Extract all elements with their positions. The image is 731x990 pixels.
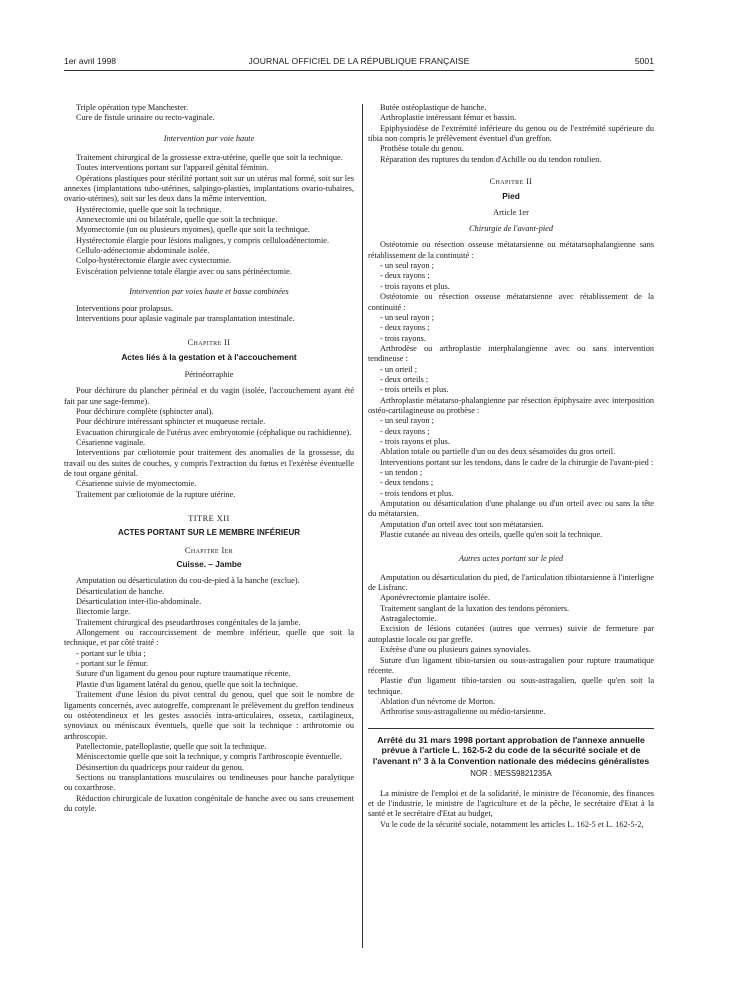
paragraph: Traitement chirurgical des pseudarthroses congénitales de la jambe. — [76, 617, 301, 627]
paragraph: Réduction chirurgicale de luxation congénitale de hanche avec ou sans creusement du cotyle. — [64, 793, 354, 813]
header-journal-title: JOURNAL OFFICIEL DE LA RÉPUBLIQUE FRANÇAISE — [248, 56, 470, 66]
paragraph: Vu le code de la sécurité sociale, notamment les articles L. 162-5 et L. 162-5-2, — [380, 819, 644, 829]
paragraph: Arthroplastie intéressant fémur et bassin. — [380, 113, 517, 123]
paragraph: Excision de lésions cutanées (autres que verrues) suivie de fermeture par autoplastie locale ou par greffe. — [368, 624, 654, 644]
paragraph: Hystérectomie élargie pour lésions malignes, y compris celluloadénectomie. — [76, 235, 330, 245]
title-heading: TITRE XII — [188, 514, 230, 523]
paragraph: Amputation d'un orteil avec tout son métatarsien. — [380, 519, 544, 529]
paragraph: Exérèse d'une ou plusieurs gaines synoviales. — [380, 645, 531, 655]
chapter-title: Actes liés à la gestation et à l'accouchement — [121, 351, 297, 362]
list-item: - deux rayons ; — [380, 323, 430, 333]
list-item: - trois rayons. — [380, 333, 426, 343]
subsection-heading: Périnéorraphie — [184, 369, 234, 379]
paragraph: Plastie cutanée au niveau des orteils, quelle qu'en soit la technique. — [380, 530, 603, 540]
paragraph: Arthroplastie métatarso-phalangienne par résection épiphysaire avec interposition ostéo-cartilagineuse ou prothèse : — [368, 395, 654, 415]
section-separator — [368, 728, 654, 729]
paragraph: Plastie d'un ligament tibio-tarsien ou sous-astragalien, quelle qu'en soit la technique. — [368, 676, 654, 696]
list-item: - portant sur le tibia ; — [76, 648, 146, 658]
paragraph: Opérations plastiques pour stérilité portant soit sur un utérus mal formé, soit sur les annexes (implantations tubo-utérines, salpingo-plasties, implantations ovario-tubaires, ovario-utérines), soit sur les deux dans la même intervention. — [64, 173, 354, 204]
page-header — [64, 56, 654, 70]
left-column — [64, 103, 354, 814]
header-date: 1er avril 1998 — [64, 56, 117, 66]
right-column — [368, 103, 654, 830]
paragraph: Arthrorise sous-astragalienne ou médio-tarsienne. — [380, 707, 546, 717]
list-item: - trois tendons et plus. — [380, 488, 454, 498]
paragraph: Amputation ou désarticulation du cou-de-pied à la hanche (exclue). — [76, 576, 300, 586]
paragraph: Plastie d'un ligament latéral du genou, quelle que soit la technique. — [76, 679, 298, 689]
section-heading: Pied — [502, 191, 520, 202]
paragraph: Allongement ou raccourcissement de membre inférieur, quelle que soit la technique, et par côté traité : — [64, 628, 354, 648]
list-item: - deux rayons ; — [380, 271, 430, 281]
list-item: - deux tendons ; — [380, 478, 434, 488]
subsection-heading: Autres actes portant sur le pied — [458, 554, 564, 564]
paragraph: Triple opération type Manchester. — [76, 103, 189, 112]
list-item: - deux orteils ; — [380, 374, 429, 384]
paragraph: Eviscération pelvienne totale élargie avec ou sans périnéectomie. — [76, 266, 292, 276]
paragraph: Interventions portant sur les tendons, dans le cadre de la chirurgie de l'avant-pied : — [380, 457, 654, 467]
list-item: - un seul rayon ; — [380, 261, 434, 271]
subsection-heading: Intervention par voie haute — [163, 133, 255, 143]
paragraph: Hystérectomie, quelle que soit la technique. — [76, 204, 222, 214]
article-heading: Article 1er — [493, 207, 529, 217]
paragraph: Pour déchirure complète (sphincter anal). — [76, 406, 214, 416]
paragraph: Amputation ou désarticulation du pied, de l'articulation tibiotarsienne à l'interligne de Lisfranc. — [368, 572, 654, 593]
chapter-label: Chapitre II — [187, 338, 231, 348]
paragraph: Interventions pour aplasie vaginale par transplantation intestinale. — [76, 313, 295, 323]
paragraph: Ostéotomie ou résection osseuse métatarsienne ou métatarsophalangienne sans rétablissement de la continuité : — [368, 240, 654, 260]
chapter-label: Chapitre Ier — [184, 545, 234, 555]
paragraph: Aponévrectomie plantaire isolée. — [380, 593, 490, 603]
paragraph: Sections ou transplantations musculaires ou tendineuses pour hanche paralytique ou coxarthrose. — [64, 772, 354, 793]
title-subheading: ACTES PORTANT SUR LE MEMBRE INFÉRIEUR — [117, 528, 301, 538]
list-item: - deux rayons ; — [380, 426, 430, 436]
arrete-title: Arrêté du 31 mars 1998 portant approbation de l'annexe annuelle prévue à l'article L. 162-5-2 du code de la sécurité sociale et de l'avenant n° 3 à la Convention nationale des médecins généralistes — [372, 734, 650, 766]
list-item: - portant sur le fémur. — [76, 659, 149, 669]
paragraph: Désinsertion du quadriceps pour raideur du genou. — [76, 762, 244, 772]
header-rule — [64, 70, 654, 71]
paragraph: Annexectomie uni ou bilatérale, quelle que soit la technique. — [76, 215, 278, 225]
section-heading: Cuisse. – Jambe — [176, 559, 242, 570]
list-item: - un tendon ; — [380, 468, 423, 477]
paragraph: Réparation des ruptures du tendon d'Achille ou du tendon rotulien. — [380, 154, 602, 164]
paragraph: Traitement d'une lésion du pivot central du genou, quel que soit le nombre de ligaments concernés, avec autogreffe, comprenant le prélèvement du greffon tendineux ou ostéotendineux et les gestes associés intra-articulaires, osseux, cartilagineux, synoviaux ou méniscaux éventuels, quelle que soit la technique : arthrotomie ou arthroscopie. — [64, 690, 354, 741]
header-page-number: 5001 — [634, 56, 654, 66]
paragraph: Ablation d'un névrome de Morton. — [380, 696, 496, 706]
subsection-heading: Intervention par voies haute et basse combinées — [129, 287, 289, 297]
paragraph: Colpo-hystérectomie élargie avec cystectomie. — [76, 256, 232, 266]
paragraph: Amputation ou désarticulation d'une phalange ou d'un orteil avec ou sans la tête du métatarsien. — [368, 499, 654, 519]
paragraph: Cellulo-adénectomie abdominale isolée. — [76, 246, 210, 256]
paragraph: Interventions par cœliotomie pour traitement des anomalies de la grossesse, du travail ou des suites de couches, y compris l'extraction du fœtus et l'exérèse éventuelle de tout organe génital. — [64, 448, 354, 478]
paragraph: Toutes interventions portant sur l'appareil génital féminin. — [76, 163, 269, 173]
paragraph: Myomectomie (un ou plusieurs myomes), quelle que soit la technique. — [76, 225, 310, 235]
paragraph: Pour déchirure intéressant sphincter et muqueuse rectale. — [76, 417, 266, 427]
paragraph: Arthrodèse ou arthroplastie interphalangienne avec ou sans intervention tendineuse : — [368, 343, 654, 364]
paragraph: Pour déchirure du plancher périnéal et du vagin (isolée, l'accouchement ayant été fait par une sage-femme). — [64, 386, 354, 406]
chapter-label: Chapitre II — [489, 177, 533, 187]
paragraph: Traitement par cœliotomie de la rupture utérine. — [76, 489, 236, 499]
paragraph: Suture d'un ligament tibio-tarsien ou sous-astragalien pour rupture traumatique récente. — [368, 655, 654, 675]
paragraph: Traitement sanglant de la luxation des tendons péroniers. — [380, 603, 570, 613]
column-divider — [362, 104, 363, 948]
list-item: - trois orteils et plus. — [380, 385, 449, 395]
paragraph: La ministre de l'emploi et de la solidarité, le ministre de l'économie, des finances et de l'industrie, le ministre de l'agriculture et de la pêche, le secrétaire d'Etat à la santé et le secrétaire d'Etat au budget, — [368, 788, 654, 819]
paragraph: Césarienne suivie de myomectomie. — [76, 479, 197, 489]
list-item: - un seul rayon ; — [380, 416, 434, 426]
paragraph: Astragalectomie. — [380, 614, 437, 624]
paragraph: Interventions pour prolapsus. — [76, 303, 174, 313]
paragraph: Suture d'un ligament du genou pour rupture traumatique récente. — [76, 669, 291, 679]
paragraph: Epiphysiodèse de l'extrémité inférieure du genou ou de l'extrémité supérieure du tibia non compris le prélèvement éventuel d'un greffon. — [368, 123, 654, 144]
paragraph: Cure de fistule urinaire ou recto-vaginale. — [76, 113, 215, 123]
paragraph: Prothèse totale du genou. — [380, 144, 464, 154]
paragraph: Traitement chirurgical de la grossesse extra-utérine, quelle que soit la technique. — [76, 153, 343, 163]
paragraph: Désarticulation inter-ilio-abdominale. — [76, 597, 202, 607]
list-item: - trois rayons et plus. — [380, 281, 450, 291]
nor-reference: NOR : MESS9821235A — [470, 769, 552, 779]
paragraph: Désarticulation de hanche. — [76, 586, 165, 596]
paragraph: Ostéotomie ou résection osseuse métatarsienne avec rétablissement de la continuité : — [368, 292, 654, 312]
paragraph: Butée ostéoplastique de hanche. — [380, 103, 487, 112]
paragraph: Ablation totale ou partielle d'un ou des deux sésamoïdes du gros orteil. — [380, 447, 616, 457]
subsection-heading: Chirurgie de l'avant-pied — [469, 224, 553, 234]
paragraph: Méniscectomie quelle que soit la technique, y compris l'arthroscopie éventuelle. — [76, 752, 342, 762]
list-item: - un orteil ; — [380, 364, 418, 374]
paragraph: Césarienne vaginale. — [76, 437, 146, 447]
list-item: - un seul rayon ; — [380, 312, 434, 322]
paragraph: Patellectomie, patelloplastie, quelle que soit la technique. — [76, 741, 267, 751]
paragraph: Evacuation chirurgicale de l'utérus avec embryotomie (céphalique ou rachidienne). — [76, 427, 352, 437]
list-item: - trois rayons et plus. — [380, 436, 450, 446]
paragraph: Iliectomie large. — [76, 607, 131, 617]
